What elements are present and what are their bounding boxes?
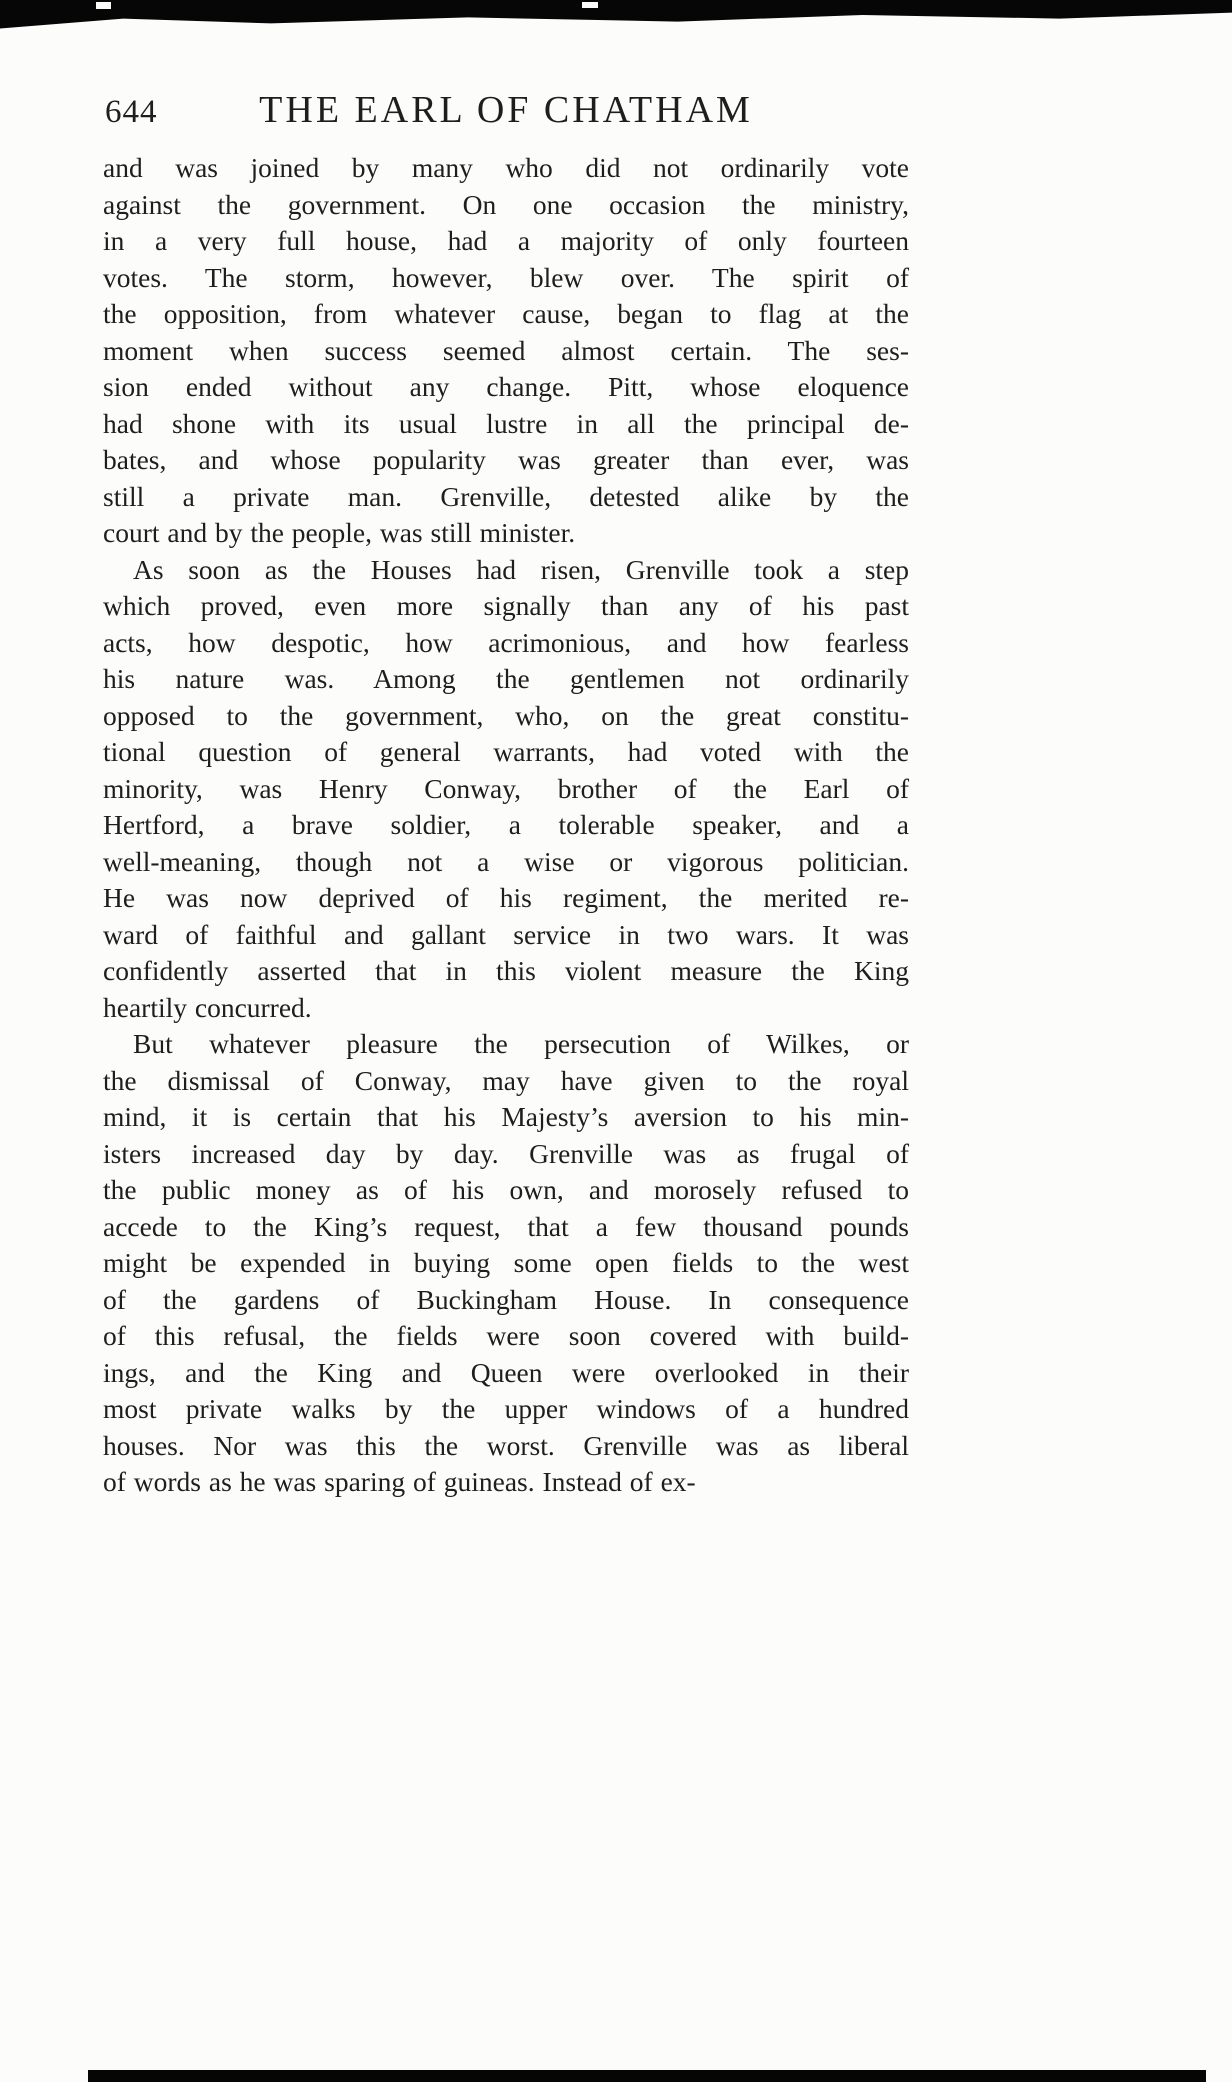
text-line: houses. Nor was this the worst. Grenville was as liberal: [103, 1429, 909, 1461]
text-line: of this refusal, the fields were soon covered with build-: [103, 1320, 909, 1351]
text-line: of the gardens of Buckingham House. In consequence: [103, 1283, 909, 1315]
text-line: moment when success seemed almost certain. The ses-: [103, 334, 909, 366]
text-line: still a private man. Grenville, detested alike by the: [103, 480, 909, 512]
text-line: the public money as of his own, and morosely refused to: [103, 1174, 909, 1205]
paragraph: [103, 1026, 909, 1501]
paragraph: [103, 150, 909, 552]
paragraph: [103, 552, 909, 1027]
text-line: minority, was Henry Conway, brother of the Earl of: [103, 772, 909, 804]
text-line: ward of faithful and gallant service in two wars. It was: [103, 918, 909, 950]
text-line: votes. The storm, however, blew over. The spirit of: [103, 261, 909, 293]
scan-artifact-bottom-bar: [88, 2070, 1206, 2082]
text-line: sion ended without any change. Pitt, whose eloquence: [103, 371, 909, 402]
text-line: the dismissal of Conway, may have given to the royal: [103, 1064, 909, 1096]
text-line: Hertford, a brave soldier, a tolerable speaker, and a: [103, 809, 909, 840]
text-line: mind, it is certain that his Majesty’s aversion to his min-: [103, 1101, 909, 1132]
text-line: had shone with its usual lustre in all the principal de-: [103, 407, 909, 439]
text-block: [103, 150, 909, 1501]
text-line: ings, and the King and Queen were overlooked in their: [103, 1356, 909, 1388]
text-line: He was now deprived of his regiment, the merited re-: [103, 882, 909, 913]
text-line: most private walks by the upper windows of a hundred: [103, 1393, 909, 1424]
text-line: bates, and whose popularity was greater than ever, was: [103, 444, 909, 475]
text-line: against the government. On one occasion the ministry,: [103, 188, 909, 220]
text-line: tional question of general warrants, had voted with the: [103, 736, 909, 767]
scan-artifact-notch: [582, 2, 598, 8]
text-line: accede to the King’s request, that a few thousand pounds: [103, 1210, 909, 1242]
text-line: in a very full house, had a majority of only fourteen: [103, 225, 909, 256]
text-line: As soon as the Houses had risen, Grenville took a step: [133, 553, 909, 585]
page-header: [103, 88, 909, 136]
text-line: opposed to the government, who, on the great constitu-: [103, 699, 909, 731]
text-line: might be expended in buying some open fields to the west: [103, 1247, 909, 1278]
scan-artifact-top-bar: [0, 0, 1232, 30]
text-line: confidently asserted that in this violent measure the King: [103, 955, 909, 986]
text-line: court and by the people, was still minister.: [103, 517, 576, 548]
page-title: THE EARL OF CHATHAM: [259, 89, 753, 131]
text-line: the opposition, from whatever cause, began to flag at the: [103, 298, 909, 329]
text-line: acts, how despotic, how acrimonious, and how fearless: [103, 626, 909, 658]
text-line: which proved, even more signally than any of his past: [103, 590, 909, 621]
text-line: But whatever pleasure the persecution of Wilkes, or: [133, 1028, 909, 1059]
scan-artifact-notch: [96, 2, 111, 9]
text-line: well-meaning, though not a wise or vigorous politician.: [103, 845, 909, 877]
text-line: heartily concurred.: [103, 991, 312, 1023]
text-line: of words as he was sparing of guineas. Instead of ex-: [103, 1466, 696, 1497]
page-number: 644: [105, 94, 158, 130]
text-line: isters increased day by day. Grenville was as frugal of: [103, 1137, 909, 1169]
text-line: and was joined by many who did not ordinarily vote: [103, 152, 909, 183]
text-line: his nature was. Among the gentlemen not ordinarily: [103, 663, 909, 694]
